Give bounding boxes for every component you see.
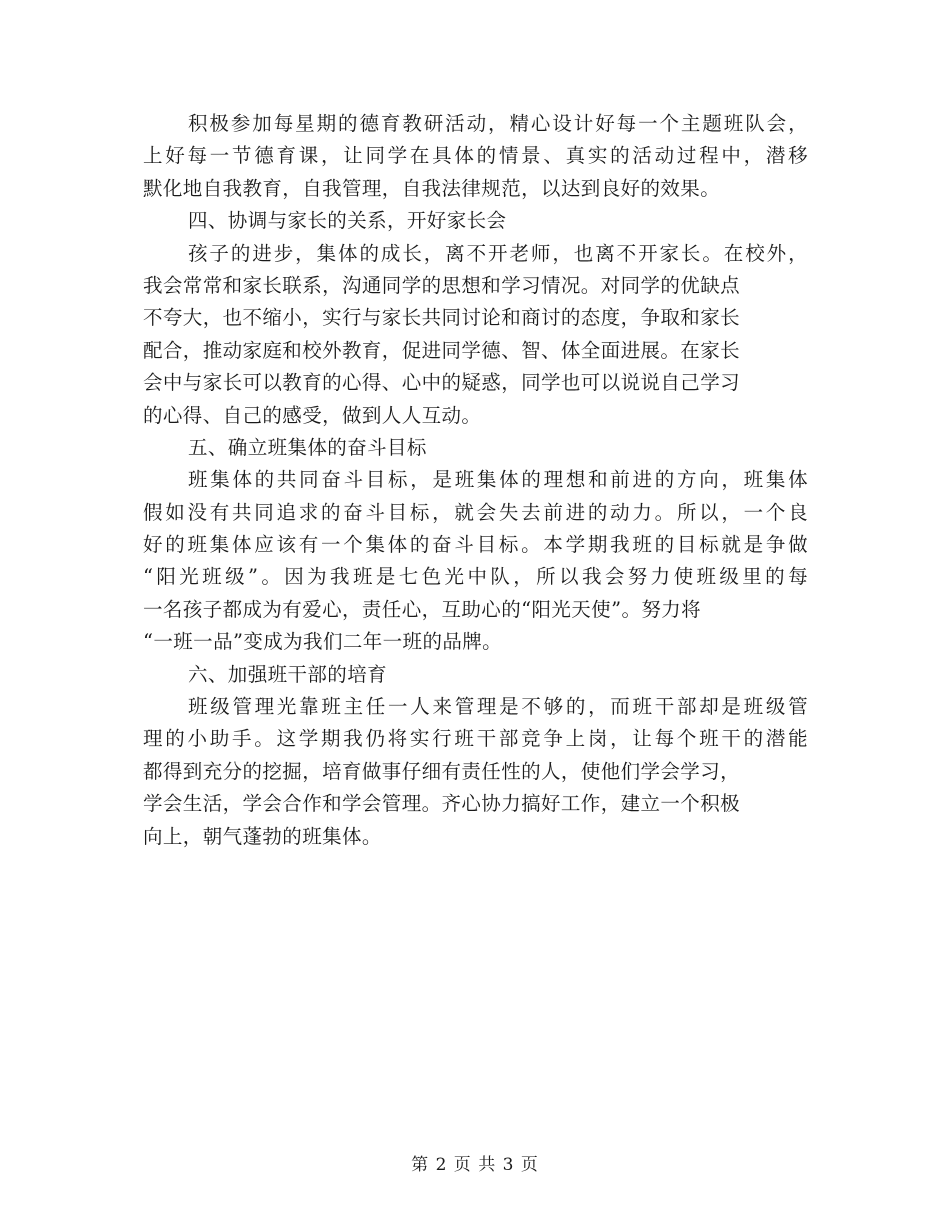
text-line: “阳光班级”。因为我班是七色光中队，所以我会努力使班级里的每 <box>143 565 808 589</box>
text-line: 的心得、自己的感受，做到人人互动。 <box>143 403 482 427</box>
text-line: 理的小助手。这学期我仍将实行班干部竞争上岗，让每个班干的潜能 <box>143 727 808 751</box>
text-line: 都得到充分的挖掘，培育做事仔细有责任性的人，使他们学会学习， <box>143 759 741 783</box>
text-line: 五、确立班集体的奋斗目标 <box>188 435 427 459</box>
text-line: 班集体的共同奋斗目标，是班集体的理想和前进的方向，班集体 <box>188 468 808 492</box>
text-line: 班级管理光靠班主任一人来管理是不够的，而班干部却是班级管 <box>188 695 808 719</box>
text-line: 配合，推动家庭和校外教育，促进同学德、智、体全面进展。在家长 <box>143 338 741 362</box>
text-line: 六、加强班干部的培育 <box>188 662 388 686</box>
text-line: 上好每一节德育课，让同学在具体的情景、真实的活动过程中，潜移 <box>143 144 808 168</box>
text-line: 孩子的进步，集体的成长，离不开老师，也离不开家长。在校外， <box>188 241 808 265</box>
text-line: 假如没有共同追求的奋斗目标，就会失去前进的动力。所以，一个良 <box>143 500 808 524</box>
page-number-footer: 第 2 页 共 3 页 <box>411 1155 539 1175</box>
text-line: 四、协调与家长的关系，开好家长会 <box>188 209 507 233</box>
text-line: 向上，朝气蓬勃的班集体。 <box>143 824 382 848</box>
text-line: 默化地自我教育，自我管理，自我法律规范，以达到良好的效果。 <box>143 176 721 200</box>
text-line: 积极参加每星期的德育教研活动，精心设计好每一个主题班队会， <box>188 112 808 135</box>
text-line: 不夸大，也不缩小，实行与家长共同讨论和商讨的态度，争取和家长 <box>143 306 741 330</box>
text-line: 我会常常和家长联系，沟通同学的思想和学习情况。对同学的优缺点 <box>143 273 741 297</box>
document-body <box>143 108 808 853</box>
text-line: “一班一品”变成为我们二年一班的品牌。 <box>143 630 503 654</box>
text-line: 一名孩子都成为有爱心，责任心，互助心的“阳光天使”。努力将 <box>143 597 702 621</box>
text-line: 会中与家长可以教育的心得、心中的疑惑，同学也可以说说自己学习 <box>143 371 741 395</box>
text-line: 好的班集体应该有一个集体的奋斗目标。本学期我班的目标就是争做 <box>143 533 808 557</box>
text-line: 学会生活，学会合作和学会管理。齐心协力搞好工作，建立一个积极 <box>143 792 741 816</box>
